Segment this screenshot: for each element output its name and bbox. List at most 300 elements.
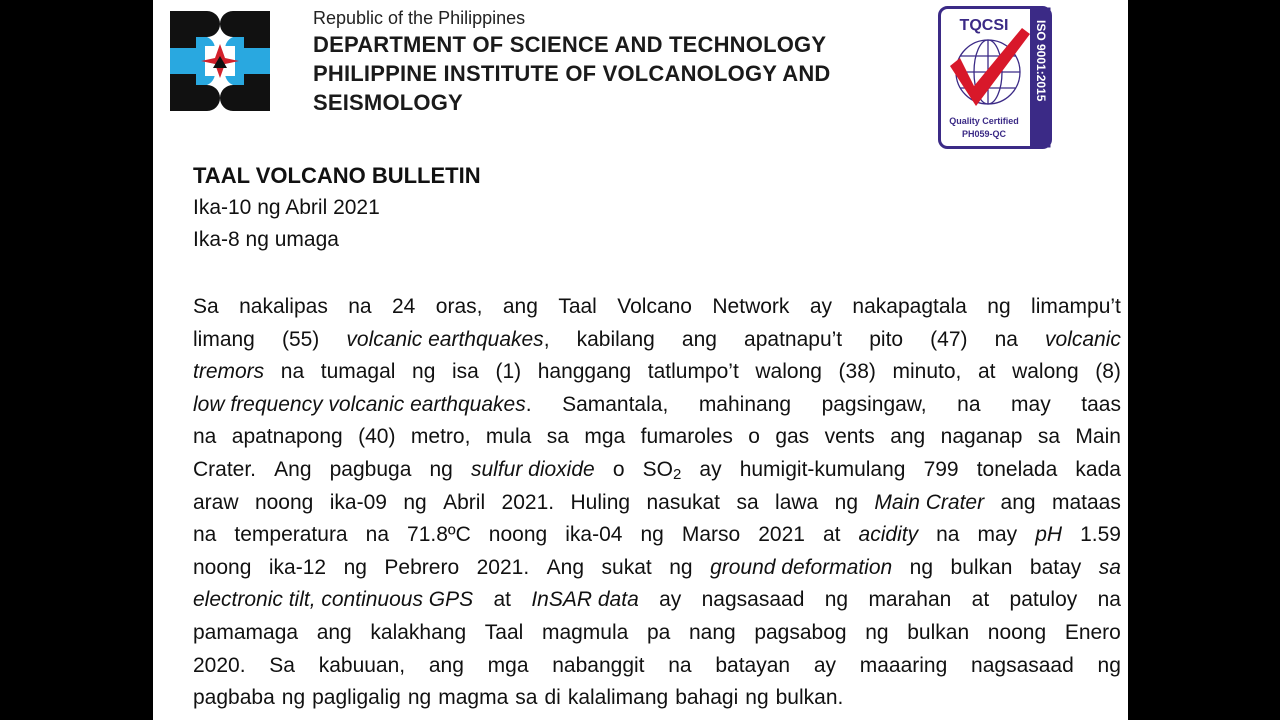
body-word	[452, 356, 479, 389]
word-text: Sa	[269, 653, 295, 677]
body-word	[978, 356, 996, 389]
body-word	[910, 552, 933, 585]
body-word	[715, 650, 790, 683]
body-word	[710, 552, 892, 585]
body-word	[852, 291, 966, 324]
body-word	[775, 487, 818, 520]
word-text: limampu’t	[1031, 295, 1121, 318]
body-word	[568, 682, 668, 715]
word-text: na	[193, 425, 217, 449]
body-word	[890, 421, 925, 454]
body-line	[193, 552, 1121, 585]
word-text: limang	[193, 327, 255, 351]
word-text: taas	[1081, 392, 1121, 416]
word-text: (55)	[281, 327, 320, 351]
body-word	[577, 324, 655, 357]
word-text: na	[193, 523, 217, 547]
body-word	[668, 650, 691, 683]
body-word	[392, 291, 415, 324]
italic-term: InSAR data	[531, 588, 639, 612]
body-word	[552, 650, 644, 683]
punctuation: .	[525, 392, 532, 416]
body-word	[317, 617, 352, 650]
word-text: noong	[987, 620, 1047, 644]
word-text: ang	[428, 653, 464, 677]
word-text: mahinang	[698, 392, 792, 416]
italic-term: electronic tilt, continuous GPS	[193, 588, 474, 612]
body-word	[669, 552, 692, 585]
body-word	[408, 682, 431, 715]
word-text: nagsasaad	[701, 588, 805, 612]
body-word	[1080, 519, 1121, 552]
word-text: tumagal	[320, 360, 396, 384]
body-word	[346, 324, 549, 357]
italic-term: volcanic earthquakes	[346, 327, 544, 351]
word-text: (47)	[930, 327, 968, 351]
body-line	[193, 487, 1121, 520]
dost-logo-icon	[165, 6, 275, 116]
body-word	[193, 584, 473, 617]
body-word	[647, 617, 670, 650]
body-word	[972, 584, 990, 617]
word-text: bulkan.	[775, 686, 844, 710]
body-word	[282, 682, 305, 715]
word-text: noong	[488, 523, 548, 547]
institute-name-line2: SEISMOLOGY	[313, 90, 463, 115]
bulletin-body	[193, 291, 1121, 715]
word-text: Network	[712, 295, 790, 318]
body-word	[193, 682, 275, 715]
body-word	[822, 389, 927, 422]
body-word	[438, 682, 508, 715]
bulletin-date: Ika-10 ng Abril 2021	[193, 196, 380, 219]
word-text: 1.59	[1080, 523, 1121, 547]
word-text: na	[668, 653, 692, 677]
word-text: ng	[343, 555, 367, 579]
body-word	[646, 487, 720, 520]
italic-term: ground deformation	[710, 555, 893, 579]
word-text: at	[823, 523, 841, 547]
body-word	[411, 421, 471, 454]
word-text: ay	[813, 653, 836, 677]
bulletin-title: TAAL VOLCANO BULLETIN	[193, 163, 481, 188]
body-word	[971, 650, 1074, 683]
body-word	[659, 584, 681, 617]
body-word	[1012, 356, 1079, 389]
body-word	[330, 487, 387, 520]
body-word	[617, 291, 692, 324]
body-word	[239, 291, 328, 324]
word-text: ika-09	[329, 490, 387, 514]
word-text: ng	[429, 457, 453, 481]
body-word	[193, 454, 256, 487]
body-word	[436, 291, 483, 324]
word-text: o	[612, 457, 625, 481]
word-text: 2020.	[193, 653, 246, 677]
body-line	[193, 617, 1121, 650]
word-text: sa	[736, 490, 759, 514]
word-text: kalakhang	[370, 620, 467, 644]
body-word	[193, 291, 219, 324]
body-word	[547, 552, 584, 585]
body-word	[640, 519, 663, 552]
body-line	[193, 324, 1121, 357]
word-text: bulkan	[950, 555, 1013, 579]
word-text: nasukat	[646, 490, 721, 514]
body-word	[547, 421, 569, 454]
body-word	[531, 584, 638, 617]
body-word	[699, 454, 721, 487]
word-text: ay	[809, 295, 833, 318]
body-word	[193, 487, 239, 520]
word-text: walong	[1012, 360, 1079, 384]
word-text: na	[348, 295, 372, 318]
word-text: SO	[642, 457, 673, 481]
word-text: Crater.	[193, 457, 257, 481]
word-text: Volcano	[617, 295, 692, 318]
body-word	[1081, 389, 1121, 422]
word-text: na	[957, 392, 981, 416]
body-word	[936, 519, 959, 552]
body-word	[736, 487, 758, 520]
word-text: fumaroles	[640, 425, 733, 449]
word-text: ika-12	[268, 555, 327, 579]
word-text: pamamaga	[193, 620, 299, 644]
word-text: Samantala,	[562, 392, 669, 416]
body-word	[860, 650, 948, 683]
body-word	[1010, 584, 1078, 617]
word-text: kada	[1075, 457, 1121, 481]
word-text: ay	[699, 457, 722, 481]
body-word	[641, 421, 733, 454]
body-word	[1001, 487, 1036, 520]
body-line	[193, 421, 1121, 454]
word-text: hanggang	[537, 360, 632, 384]
word-text: ang	[316, 620, 352, 644]
word-text: ang	[502, 295, 538, 318]
body-word	[868, 584, 951, 617]
word-text: sa	[515, 686, 538, 710]
body-word	[366, 519, 389, 552]
body-word	[193, 421, 216, 454]
word-text: oras,	[435, 295, 483, 318]
word-text: mataas	[1051, 490, 1121, 514]
body-word	[1011, 389, 1051, 422]
body-word	[370, 617, 466, 650]
body-word	[407, 519, 471, 552]
italic-term: sa	[1098, 555, 1121, 579]
body-word	[486, 421, 532, 454]
body-word	[745, 682, 768, 715]
word-text: na	[994, 327, 1018, 351]
word-text: ng	[669, 555, 693, 579]
word-text: magmula	[541, 620, 629, 644]
body-word	[744, 324, 842, 357]
body-word	[699, 389, 791, 422]
word-text: magma	[438, 686, 509, 710]
body-word	[502, 487, 555, 520]
word-text: mula	[485, 425, 532, 449]
body-word	[269, 552, 326, 585]
word-text: at	[493, 588, 511, 612]
body-word	[755, 356, 822, 389]
italic-term: volcanic	[1045, 327, 1121, 351]
word-text: nang	[688, 620, 736, 644]
word-text: may	[977, 523, 1018, 547]
body-line	[193, 454, 1121, 487]
body-word	[748, 421, 760, 454]
word-text: ang	[890, 425, 926, 449]
body-word	[565, 519, 622, 552]
body-word	[255, 487, 313, 520]
word-text: ng	[403, 490, 427, 514]
word-text: araw	[193, 490, 239, 514]
body-line	[193, 389, 1121, 422]
word-text: 2021.	[501, 490, 555, 514]
italic-term: pH	[1035, 523, 1063, 547]
word-text: apatnapong	[231, 425, 343, 449]
body-word	[835, 487, 858, 520]
body-word	[403, 487, 426, 520]
cert-caption-text: Quality Certified	[949, 116, 1019, 126]
word-text: at	[971, 588, 990, 612]
word-text: pagbaba	[193, 686, 275, 710]
body-word	[358, 421, 395, 454]
word-text: nabanggit	[552, 653, 645, 677]
word-text: batay	[1029, 555, 1082, 579]
bulletin-heading	[193, 160, 481, 256]
word-text: 2021.	[476, 555, 530, 579]
word-text: may	[1011, 392, 1051, 416]
cert-standard-text: ISO 9001:2015	[1034, 20, 1048, 102]
body-word	[978, 519, 1018, 552]
word-text: Marso	[681, 523, 741, 547]
body-word	[648, 356, 739, 389]
body-word	[515, 682, 537, 715]
word-text: (40)	[358, 425, 396, 449]
body-word	[951, 552, 1013, 585]
body-word	[493, 584, 511, 617]
body-word	[874, 487, 984, 520]
body-word	[193, 552, 251, 585]
body-word	[643, 454, 682, 487]
word-text: humigit-kumulang	[739, 457, 906, 481]
word-text: tonelada	[976, 457, 1058, 481]
word-text: ika-04	[565, 523, 623, 547]
body-word	[544, 682, 560, 715]
word-text: mga	[584, 425, 626, 449]
body-word	[429, 650, 464, 683]
word-text: Ang	[546, 555, 585, 579]
word-text: 2021	[758, 523, 805, 547]
word-text: nakapagtala	[852, 295, 967, 318]
body-word	[1030, 552, 1081, 585]
word-text: (38)	[838, 360, 876, 384]
word-text: maaaring	[859, 653, 948, 677]
word-text: marahan	[868, 588, 952, 612]
body-word	[234, 519, 347, 552]
body-word	[488, 650, 529, 683]
cert-brand-text: TQCSI	[959, 17, 1009, 34]
word-text: (1)	[495, 360, 522, 384]
body-word	[312, 682, 401, 715]
body-word	[489, 519, 547, 552]
body-word	[682, 324, 717, 357]
word-text: kalalimang	[567, 686, 669, 710]
body-word	[810, 291, 832, 324]
body-word	[602, 552, 652, 585]
body-word	[740, 454, 906, 487]
word-text: 71.8ºC	[407, 523, 471, 547]
word-text: gas	[775, 425, 810, 449]
word-text: sukat	[601, 555, 652, 579]
body-word	[930, 324, 967, 357]
body-word	[1075, 454, 1121, 487]
word-text: batayan	[715, 653, 791, 677]
bulletin-time: Ika-8 ng umaga	[193, 228, 339, 251]
word-text: sa	[1037, 425, 1060, 449]
word-text: Huling	[570, 490, 631, 514]
word-text: bahagi	[675, 686, 739, 710]
body-word	[987, 291, 1010, 324]
word-text: at	[977, 360, 996, 384]
body-word	[839, 356, 876, 389]
word-text: Sa	[193, 295, 219, 318]
body-line	[193, 519, 1121, 552]
word-text: lawa	[775, 490, 819, 514]
body-word	[1099, 552, 1121, 585]
word-text: Ang	[274, 457, 312, 481]
body-word	[193, 324, 255, 357]
body-word	[193, 389, 532, 422]
body-word	[471, 454, 595, 487]
body-word	[430, 454, 453, 487]
body-word	[1075, 421, 1121, 454]
word-text: noong	[193, 555, 252, 579]
word-text: Abril	[443, 490, 486, 514]
word-text: ang	[681, 327, 717, 351]
body-word	[941, 421, 1023, 454]
body-word	[775, 421, 809, 454]
subscript: 2	[672, 465, 682, 483]
body-word	[584, 421, 625, 454]
body-word	[281, 356, 304, 389]
body-word	[571, 487, 631, 520]
body-word	[957, 389, 980, 422]
body-word	[682, 519, 740, 552]
body-word	[893, 356, 962, 389]
word-text: bulkan	[907, 620, 970, 644]
word-text: o	[748, 425, 760, 449]
word-text: vents	[824, 425, 875, 449]
word-text: pagsingaw,	[821, 392, 927, 416]
body-word	[988, 617, 1046, 650]
body-word	[319, 650, 405, 683]
body-word	[558, 291, 597, 324]
word-text: ng	[824, 588, 849, 612]
body-word	[859, 519, 919, 552]
word-text: di	[544, 686, 561, 710]
agency-header	[313, 6, 913, 117]
body-word	[495, 356, 521, 389]
body-word	[193, 356, 264, 389]
word-text: ng	[865, 620, 889, 644]
body-word	[1098, 584, 1121, 617]
italic-term: low frequency volcanic earthquakes	[193, 392, 526, 416]
italic-term: sulfur dioxide	[470, 457, 595, 481]
department-name: DEPARTMENT OF SCIENCE AND TECHNOLOGY	[313, 32, 827, 57]
word-text: minuto,	[892, 360, 962, 384]
word-text: ay	[659, 588, 682, 612]
word-text: 799	[923, 457, 959, 481]
word-text: kabilang	[576, 327, 655, 351]
italic-term: Main Crater	[874, 490, 985, 514]
body-word	[193, 617, 298, 650]
body-word	[269, 650, 295, 683]
body-line	[193, 584, 1121, 617]
word-text: ng	[1097, 653, 1121, 677]
word-text: pa	[646, 620, 671, 644]
body-word	[562, 389, 668, 422]
body-word	[907, 617, 969, 650]
body-word	[675, 682, 738, 715]
body-word	[538, 356, 631, 389]
body-line	[193, 356, 1121, 389]
body-line	[193, 682, 1121, 715]
word-text: kabuuan,	[318, 653, 406, 677]
word-text: ng	[281, 686, 306, 710]
republic-label: Republic of the Philippines	[313, 8, 526, 28]
word-text: ng	[407, 686, 432, 710]
body-word	[1045, 324, 1121, 357]
word-text: Main	[1075, 425, 1121, 449]
body-word	[1095, 356, 1121, 389]
word-text: na	[1097, 588, 1121, 612]
body-word	[869, 324, 903, 357]
body-word	[412, 356, 435, 389]
word-text: pagbuga	[329, 457, 412, 481]
body-word	[485, 617, 524, 650]
body-word	[712, 291, 789, 324]
body-word	[344, 552, 367, 585]
body-line	[193, 650, 1121, 683]
word-text: metro,	[410, 425, 471, 449]
word-text: na	[936, 523, 960, 547]
word-text: noong	[254, 490, 314, 514]
body-word	[814, 650, 836, 683]
body-word	[754, 617, 846, 650]
body-word	[384, 552, 459, 585]
body-word	[1031, 291, 1121, 324]
word-text: pagsabog	[754, 620, 847, 644]
body-word	[924, 454, 959, 487]
word-text: pagligalig	[312, 686, 401, 710]
word-text: (8)	[1095, 360, 1121, 384]
word-text: ng	[412, 360, 436, 384]
word-text: mga	[487, 653, 529, 677]
body-word	[1052, 487, 1121, 520]
body-word	[193, 519, 216, 552]
body-word	[274, 454, 311, 487]
word-text: ng	[987, 295, 1011, 318]
body-word	[776, 682, 844, 715]
body-word	[758, 519, 805, 552]
body-word	[865, 617, 888, 650]
body-word	[613, 454, 625, 487]
word-text: temperatura	[234, 523, 348, 547]
word-text: isa	[452, 360, 479, 384]
word-text: ng	[909, 555, 934, 579]
